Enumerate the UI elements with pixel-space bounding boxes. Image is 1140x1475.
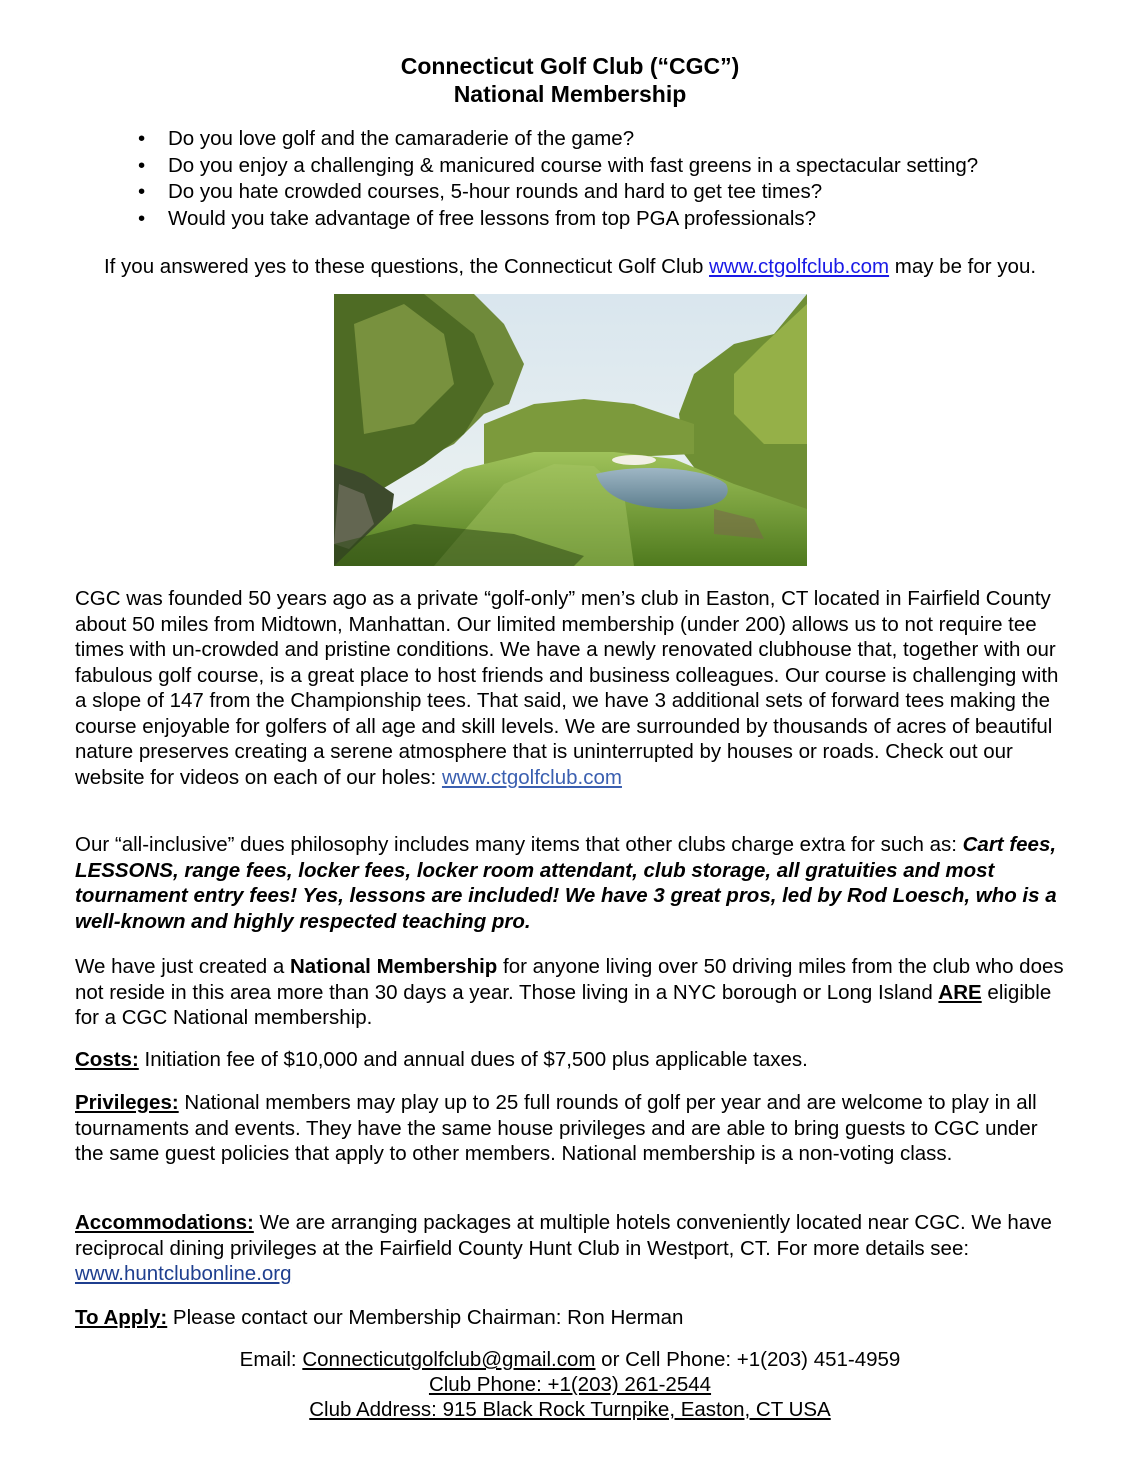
golf-course-photo [334,294,807,566]
intro-sentence: If you answered yes to these questions, the Connecticut Golf Club www.ctgolfclub.com may be for you. [103,255,1037,278]
accommodations-paragraph: Accommodations: We are arranging packages at multiple hotels conveniently located near CGC. We have reciprocal dining privileges at the Fairfield County Hunt Club in Westport, CT. For more details see: www.huntclubonline.org [75,1211,1052,1285]
national-membership-paragraph: We have just created a National Membership for anyone living over 50 driving miles from the club who does not reside in this area more than 30 days a year. Those living in a NYC borough or Long Island ARE eligible for a CGC National membership. [75,955,1064,1029]
included-items-emphasis: Cart fees, LESSONS, range fees, locker fees, locker room attendant, club storage, all gratuities and most tournament entry fees! Yes, lessons are included! We have 3 great pros, led by Rod Loesch, who is a well-known and highly respected teaching pro. [75,833,1057,933]
question-text: Do you hate crowded courses, 5-hour rounds and hard to get tee times? [168,180,823,203]
bullet-icon: • [138,153,146,177]
dues-paragraph: Our “all-inclusive” dues philosophy includes many items that other clubs charge extra for such as: Cart fees, LESSONS, range fees, locker fees, locker room attendant, club storage, all gratuities and most tournament entry fees! Yes, lessons are included! We have 3 great pros, led by Rod Loesch, who is a well-known and highly respected teaching pro. [75,833,1057,933]
list-item [130,126,978,153]
golf-course-illustration [334,294,807,566]
bullet-icon: • [138,206,146,230]
hunt-club-link[interactable]: www.huntclubonline.org [75,1262,292,1285]
section-label: Accommodations: [75,1211,254,1234]
apply-paragraph: To Apply: Please contact our Membership Chairman: Ron Herman [75,1306,684,1329]
question-text: Do you love golf and the camaraderie of the game? [168,127,635,150]
club-phone-line: Club Phone: +1(203) 261-2544 [428,1373,712,1396]
page-subtitle: National Membership [453,81,687,107]
website-link[interactable]: www.ctgolfclub.com [441,765,622,789]
page-title: Connecticut Golf Club (“CGC”) [400,53,740,79]
question-text: Do you enjoy a challenging & manicured course with fast greens in a spectacular setting? [168,153,979,177]
bullet-icon: • [138,180,146,203]
list-item [130,179,978,206]
privileges-paragraph: Privileges: National members may play up to 25 full rounds of golf per year and are welcome to play in all tournaments and events. They have the same house privileges and are able to bring guests to CGC under the same guest policies that apply to other members. National membership is a non-voting class. [75,1091,1038,1165]
section-label: To Apply: [75,1306,168,1329]
section-label: Privileges: [75,1091,179,1114]
question-list [130,126,978,232]
list-item [130,153,978,180]
website-link[interactable]: www.ctgolfclub.com [709,255,890,278]
question-text: Would you take advantage of free lessons from top PGA professionals? [168,206,817,230]
section-label: Costs: [75,1048,139,1071]
contact-email-line: Email: Connecticutgolfclub@gmail.com or Cell Phone: +1(203) 451-4959 [239,1348,901,1371]
email-link[interactable]: Connecticutgolfclub@gmail.com [302,1348,596,1371]
costs-paragraph: Costs: Initiation fee of $10,000 and annual dues of $7,500 plus applicable taxes. [75,1048,808,1071]
about-paragraph: CGC was founded 50 years ago as a private “golf-only” men’s club in Easton, CT located in Fairfield County about 50 miles from Midtown, Manhattan. Our limited membership (under 200) allows us to not require tee times with un-crowded and pristine conditions. We have a newly renovated clubhouse that, together with our fabulous golf course, is a great place to host friends and business colleagues. Our course is challenging with a slope of 147 from the Championship tees. That said, we have 3 additional sets of forward tees making the course enjoyable for golfers of all age and skill levels. We are surrounded by thousands of acres of beautiful nature preserves creating a serene atmosphere that is uninterrupted by houses or roads. Check out our website for videos on each of our holes: www.ctgolfclub.com [75,587,1059,789]
list-item [130,206,978,233]
club-address-line: Club Address: 915 Black Rock Turnpike, Easton, CT USA [309,1398,831,1421]
bullet-icon: • [138,127,146,150]
